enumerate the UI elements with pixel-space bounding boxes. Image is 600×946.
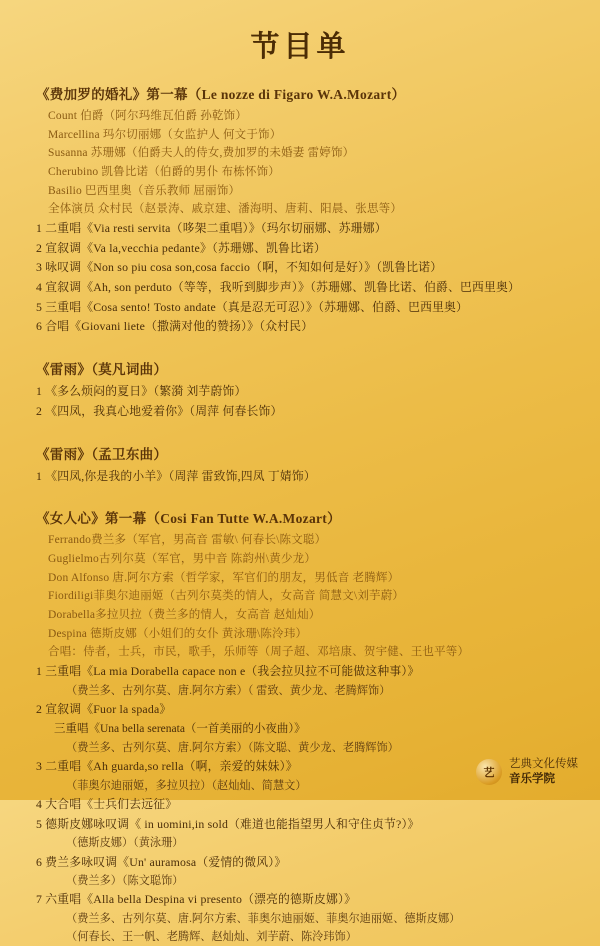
section-title: 《雷雨》（莫凡词曲） <box>36 362 168 378</box>
section-title: 《费加罗的婚礼》第一幕（Le nozze di Figaro W.A.Mozart） <box>36 87 406 102</box>
program-item: 1 《四凤,你是我的小羊》（周萍 雷致饰,四凤 丁婧饰） <box>36 468 316 483</box>
footer-watermark <box>476 757 578 786</box>
spacer <box>26 497 574 507</box>
page-title: 节目单 <box>250 29 350 63</box>
program-subline: 三重唱《Una bella serenata（一首美丽的小夜曲）》 <box>54 722 306 735</box>
cast-line: Count 伯爵（阿尔玛维瓦伯爵 孙乾饰） <box>48 110 248 122</box>
program-subline: （德斯皮娜）（黄泳珊） <box>66 837 184 850</box>
program-item: 6 合唱《Giovani liete（撒满对他的赞扬）》（众村民） <box>36 319 314 334</box>
brand-sub: 音乐学院 <box>509 772 555 785</box>
program-subline: （菲奥尔迪丽姬，多拉贝拉）（赵灿灿、简慧文） <box>66 779 307 792</box>
cast-line: Guglielmo古列尔莫（军官，男中音 陈韵州\黄少龙） <box>48 552 317 565</box>
program-item: 1 三重唱《La mia Dorabella capace non e（我会拉贝拉不可能做这种事）》 <box>36 663 420 678</box>
program-item: 5 三重唱《Cosa sento! Tosto andate（真是忍无可忍）》（苏珊娜、伯爵、巴西里奥） <box>36 299 469 314</box>
cast-line: Susanna 苏珊娜（伯爵夫人的侍女,费加罗的未婚妻 雷婷饰） <box>48 147 355 160</box>
program-subline: （费兰多、古列尔莫、唐.阿尔方索）（ 雷致、黄少龙、老腾辉饰） <box>66 684 391 697</box>
section-title: 《女人心》第一幕（Cosi Fan Tutte W.A.Mozart） <box>36 511 341 527</box>
cast-line: Ferrando费兰多（军官，男高音 雷敏\ 何春长\陈文聪） <box>48 534 327 547</box>
spacer <box>26 348 574 358</box>
brand-logo-icon: 艺 <box>476 759 502 785</box>
section-figaro <box>26 83 574 336</box>
program-item: 7 六重唱《Alla bella Despina vi presento（漂亮的德斯皮娜）》 <box>36 892 357 907</box>
cast-line: Fiordiligi菲奥尔迪丽姬（古列尔莫类的情人，女高音 简慧文\刘芋蔚） <box>48 590 405 603</box>
cast-line: Don Alfonso 唐.阿尔方索（哲学家，军官们的朋友，男低音 老腾辉） <box>48 571 400 584</box>
cast-line: Cherubino 凯鲁比诺（伯爵的男仆 布栋怀饰） <box>48 166 280 179</box>
program-item: 3 二重唱《Ah guarda,so rella（啊，亲爱的妹妹）》 <box>36 759 298 774</box>
cast-line: Despina 德斯皮娜（小姐们的女仆 黄泳珊\陈泠玮） <box>48 627 308 640</box>
section-cosi-fan-tutte <box>26 507 574 945</box>
program-item: 4 大合唱《士兵们去远征》 <box>36 796 178 811</box>
brand-name: 艺典文化传媒 <box>509 758 578 771</box>
program-item: 5 德斯皮娜咏叹调《 in uomini,in sold（难道也能指望男人和守住贞节?）》 <box>36 816 420 831</box>
program-item: 2 《四凤，我真心地爱着你》（周萍 何春长饰） <box>36 403 283 418</box>
program-item: 1 二重唱《Via resti servita（哆架二重唱）》（玛尔切丽娜、苏珊娜） <box>36 221 387 236</box>
cast-line: Dorabella多拉贝拉（费兰多的情人，女高音 赵灿灿） <box>48 608 321 621</box>
cast-line: 合唱：侍者，士兵，市民，歌手，乐师等（周子超、邓培康、贺宇健、王也平等） <box>48 646 470 659</box>
program-item: 3 咏叹调《Non so piu cosa son,cosa faccio（啊，不知如何是好）》（凯鲁比诺） <box>36 260 443 275</box>
cast-line: Basilio 巴西里奥（音乐教师 屈丽饰） <box>48 184 241 197</box>
section-leiyu-mofan <box>26 358 574 420</box>
program-subline: （费兰多）（陈文聪饰） <box>66 875 184 888</box>
program-item: 2 宣叙调《Fuor la spada》 <box>36 701 172 716</box>
program-item: 4 宣叙调《Ah, son perduto（等等，我听到脚步声）》（苏珊娜、凯鲁比诺、伯爵、巴西里奥） <box>36 280 521 295</box>
program-item: 6 费兰多咏叹调《Un' auramosa（爱情的微风）》 <box>36 854 287 869</box>
program-subline: （何春长、王一帆、老腾辉、赵灿灿、刘芋蔚、陈泠玮饰） <box>66 931 357 944</box>
cast-line: Marcellina 玛尔切丽娜（女监护人 何文于饰） <box>48 128 282 141</box>
program-item: 2 宣叙调《Va la,vecchia pedante》（苏珊娜、凯鲁比诺） <box>36 240 327 255</box>
footer-text <box>509 757 578 786</box>
section-title: 《雷雨》（孟卫东曲） <box>36 446 168 462</box>
spacer <box>26 433 574 443</box>
program-subline: （费兰多、古列尔莫、唐.阿尔方索、菲奥尔迪丽姬、菲奥尔迪丽姬、德斯皮娜） <box>66 913 461 926</box>
cast-line: 全体演员 众村民（赵景涛、戚京建、潘海明、唐莉、阳晨、张思等） <box>48 203 403 216</box>
section-leiyu-mengweidong <box>26 443 574 486</box>
program-subline: （费兰多、古列尔莫、唐.阿尔方索）（陈文聪、黄少龙、老腾辉饰） <box>66 741 399 754</box>
program-item: 1 《多么烦闷的夏日》（繁漪 刘芋蔚饰） <box>36 384 247 399</box>
